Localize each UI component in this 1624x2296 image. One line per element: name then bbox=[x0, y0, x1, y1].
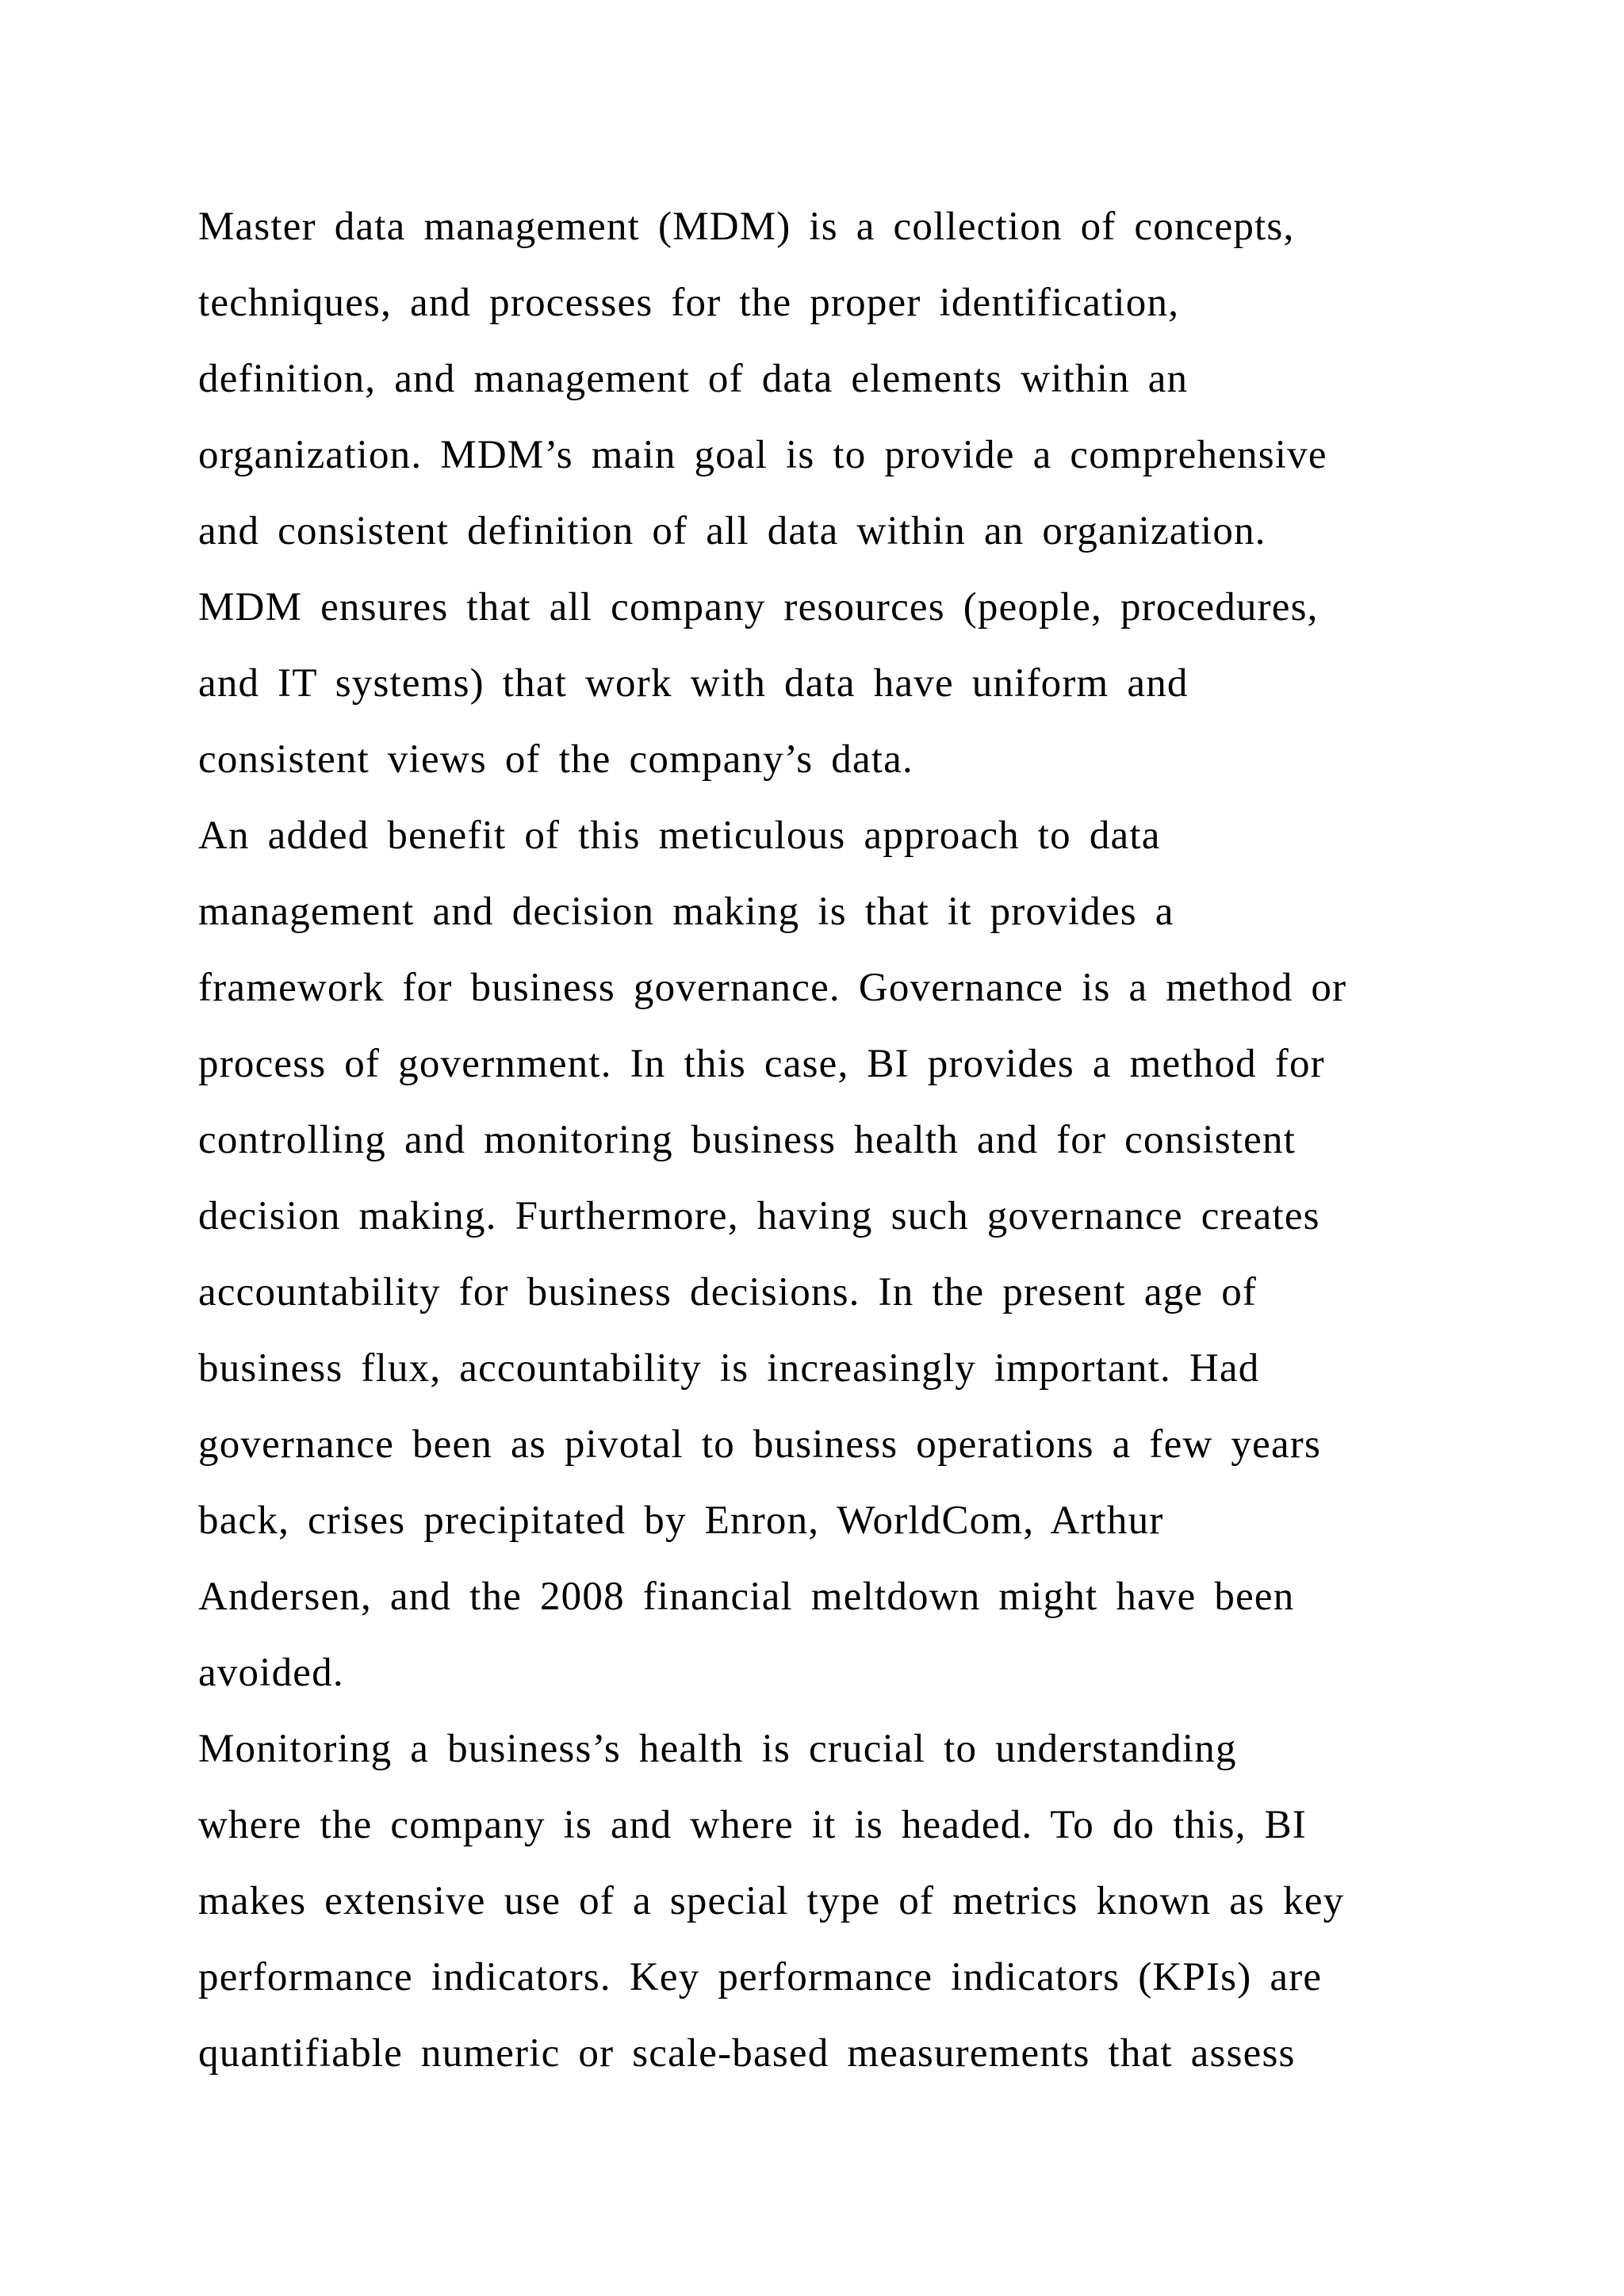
text-line: makes extensive use of a special type of metrics known as key bbox=[198, 1879, 1345, 1923]
text-line: MDM ensures that all company resources (people, procedures, bbox=[198, 585, 1319, 629]
text-line: process of government. In this case, BI provides a method for bbox=[198, 1042, 1325, 1086]
text-line: quantifiable numeric or scale-based measurements that assess bbox=[198, 2031, 1296, 2076]
text-line: An added benefit of this meticulous approach to data bbox=[198, 813, 1161, 858]
text-line: accountability for business decisions. In the present age of bbox=[198, 1270, 1258, 1314]
text-line: Master data management (MDM) is a collection of concepts, bbox=[198, 205, 1295, 249]
text-line: where the company is and where it is headed. To do this, BI bbox=[198, 1803, 1307, 1847]
text-line: organization. MDM’s main goal is to provide a comprehensive bbox=[198, 433, 1327, 477]
text-line: back, crises precipitated by Enron, WorldCom, Arthur bbox=[198, 1498, 1164, 1543]
text-line: governance been as pivotal to business operations a few years bbox=[198, 1422, 1322, 1467]
text-line: business flux, accountability is increasingly important. Had bbox=[198, 1346, 1260, 1391]
text-line: performance indicators. Key performance indicators (KPIs) are bbox=[198, 1955, 1323, 1999]
text-line: decision making. Furthermore, having such governance creates bbox=[198, 1194, 1320, 1238]
text-line: techniques, and processes for the proper identification, bbox=[198, 281, 1180, 325]
text-line: controlling and monitoring business health and for consistent bbox=[198, 1118, 1297, 1162]
text-line: Andersen, and the 2008 financial meltdown might have been bbox=[198, 1575, 1295, 1619]
text-line: framework for business governance. Governance is a method or bbox=[198, 966, 1347, 1010]
text-line: definition, and management of data elements within an bbox=[198, 357, 1189, 401]
document-page bbox=[198, 189, 1435, 2091]
text-line: avoided. bbox=[198, 1651, 344, 1695]
text-line: management and decision making is that it provides a bbox=[198, 890, 1174, 934]
text-line: Monitoring a business’s health is crucial to understanding bbox=[198, 1727, 1237, 1771]
text-line: consistent views of the company’s data. bbox=[198, 737, 914, 782]
text-line: and IT systems) that work with data have uniform and bbox=[198, 661, 1189, 706]
text-line: and consistent definition of all data within an organization. bbox=[198, 509, 1266, 553]
